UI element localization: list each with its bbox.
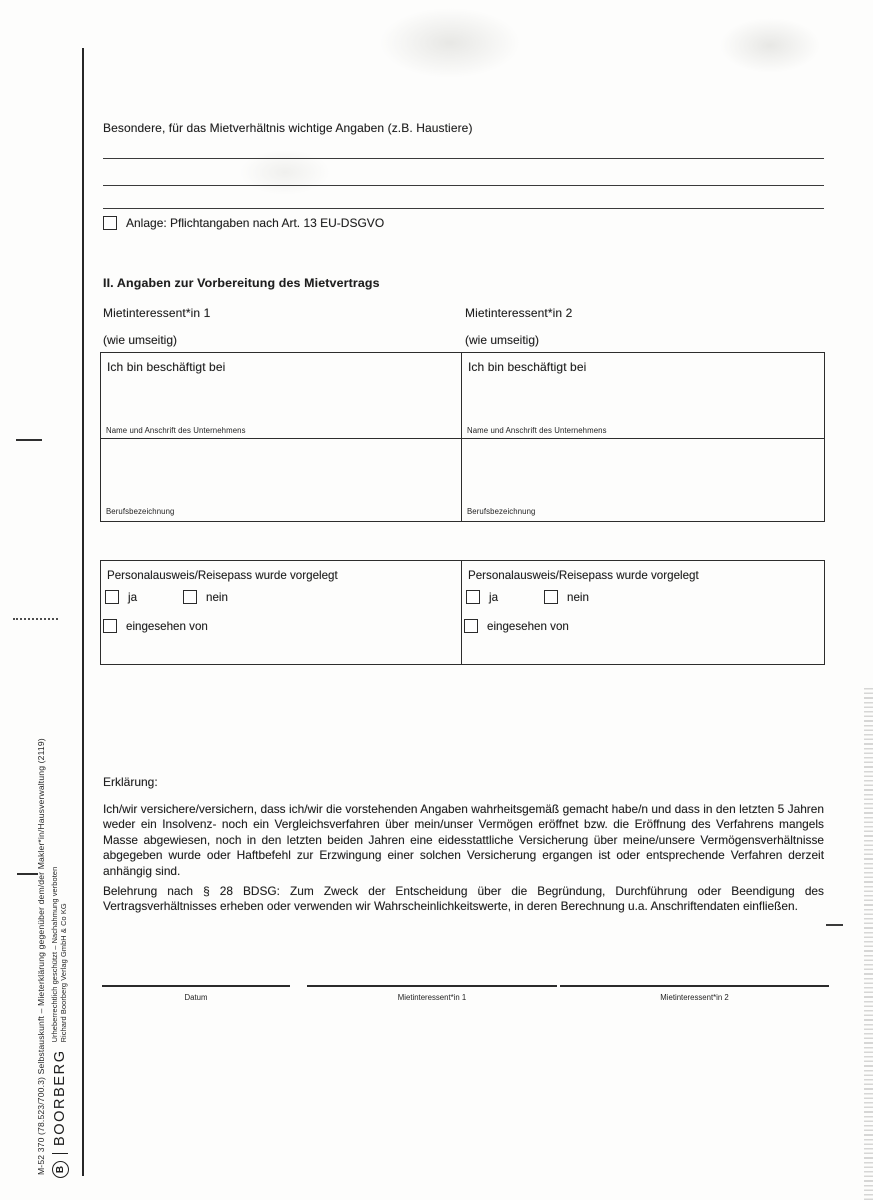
attachment-checkbox[interactable]	[103, 216, 117, 230]
id-inspected-checkbox[interactable]	[103, 619, 117, 633]
scan-bleed-artifact	[864, 688, 873, 1200]
date-signature-line[interactable]	[102, 985, 290, 1005]
copyright-line: Urheberrechtlich geschützt – Nachahmung verboten	[50, 866, 60, 1043]
publisher-logo-row	[47, 686, 73, 1178]
job-title-cell-tenant2[interactable]	[461, 438, 826, 520]
id-no-label: nein	[567, 590, 589, 604]
id-inspected-row	[103, 619, 208, 633]
job-title-label: Berufsbezeichnung	[467, 507, 536, 516]
job-title-cell-tenant1[interactable]	[101, 438, 461, 520]
special-info-title: Besondere, für das Mietverhältnis wichtige Angaben (z.B. Haustiere)	[103, 121, 473, 135]
tenant2-signature-label: Mietinteressent*in 2	[660, 993, 729, 1002]
scan-smudge	[240, 150, 330, 195]
tenant1-signature-line[interactable]	[307, 985, 557, 1005]
employer-cell-tenant1[interactable]	[101, 353, 461, 438]
id-yes-checkbox[interactable]	[466, 590, 480, 604]
id-no-checkbox[interactable]	[183, 590, 197, 604]
attachment-row	[103, 216, 384, 230]
tenant1-subheader: (wie umseitig)	[103, 333, 178, 347]
id-inspected-label: eingesehen von	[487, 619, 569, 633]
employer-cell-tenant2[interactable]	[461, 353, 826, 438]
blank-line-3[interactable]	[103, 208, 824, 209]
scan-smudge	[380, 8, 520, 78]
id-check-cell-tenant2	[461, 561, 826, 664]
id-no-checkbox[interactable]	[544, 590, 558, 604]
tenant1-header: Mietinteressent*in 1	[103, 306, 211, 320]
tenant1-signature-label: Mietinteressent*in 1	[397, 993, 467, 1002]
scan-edge-line	[82, 48, 84, 1176]
bdsg-instruction-text: Belehrung nach § 28 BDSG: Zum Zweck der Entscheidung über die Begründung, Durchführung oder Beendigung des Vertragsverhältnisses erheben oder verwenden wir Wahrscheinlichkeitswerte, in deren Berechnung u.a. Anschriftendaten einfließen.	[103, 884, 824, 914]
id-yes-label: ja	[489, 590, 499, 604]
id-no-label: nein	[206, 590, 228, 604]
employed-at-label: Ich bin beschäftigt bei	[107, 360, 226, 374]
id-inspected-label: eingesehen von	[126, 619, 208, 633]
margin-fold-mark	[17, 873, 38, 875]
declaration-text: Ich/wir versichere/versichern, dass ich/wir die vorstehenden Angaben wahrheitsgemäß gemacht habe/n und dass in den letzten 5 Jahren weder ein Insolvenz- noch ein Vergleichsverfahren über mein/unser Vermögen eröffnet bzw. die Eröffnung des Verfahrens mangels Masse abgewiesen, noch in den letzten beiden Jahren eine eidesstattliche Versicherung über meine/unsere Vermögensverhältnisse abgegeben wurde oder Haftbefehl zur Erzwingung einer solchen Versicherung ergangen ist oder entsprechende Verfahren derzeit anhängig sind.	[103, 802, 824, 878]
scan-smudge	[720, 18, 820, 73]
company-name-label: Name und Anschrift des Unternehmens	[467, 426, 607, 435]
date-label: Datum	[184, 993, 208, 1002]
id-yes-checkbox[interactable]	[105, 590, 119, 604]
form-code-line: M-52 370 (78.523/700.3) Selbstauskunft – Mieterklärung gegenüber dem/der Makler*in/Hausverwaltung (2119)	[36, 738, 46, 1175]
publisher-legal-lines	[51, 867, 68, 1043]
id-check-table	[100, 560, 825, 665]
boorberg-logo-icon: B	[52, 1161, 69, 1178]
margin-fold-mark	[13, 618, 58, 620]
logo-divider	[52, 1153, 68, 1154]
publisher-imprint	[36, 686, 82, 1178]
id-inspected-row	[464, 619, 569, 633]
id-yes-row	[105, 590, 137, 604]
id-yes-label: ja	[128, 590, 138, 604]
attachment-label: Anlage: Pflichtangaben nach Art. 13 EU-DSGVO	[126, 216, 385, 230]
publisher-line: Richard Boorberg Verlag GmbH & Co KG	[59, 903, 68, 1043]
tenant2-header: Mietinteressent*in 2	[465, 306, 573, 320]
job-title-label: Berufsbezeichnung	[106, 507, 175, 516]
id-check-header: Personalausweis/Reisepass wurde vorgelegt	[468, 569, 699, 582]
employment-table	[100, 352, 825, 522]
id-inspected-checkbox[interactable]	[464, 619, 478, 633]
declaration-heading: Erklärung:	[103, 775, 158, 789]
id-yes-row	[466, 590, 498, 604]
blank-line-1[interactable]	[103, 158, 824, 159]
section-ii-heading: II. Angaben zur Vorbereitung des Mietvertrags	[103, 276, 380, 290]
margin-fold-mark	[826, 924, 843, 926]
publisher-logo-text: BOORBERG	[52, 1049, 68, 1146]
employed-at-label: Ich bin beschäftigt bei	[468, 360, 587, 374]
id-check-header: Personalausweis/Reisepass wurde vorgelegt	[107, 569, 338, 582]
margin-fold-mark	[16, 439, 42, 441]
tenant2-signature-line[interactable]	[560, 985, 829, 1005]
blank-line-2[interactable]	[103, 185, 824, 186]
id-no-row	[544, 590, 589, 604]
company-name-label: Name und Anschrift des Unternehmens	[106, 426, 246, 435]
id-check-cell-tenant1	[101, 561, 461, 664]
tenant2-subheader: (wie umseitig)	[465, 333, 540, 347]
id-no-row	[183, 590, 228, 604]
